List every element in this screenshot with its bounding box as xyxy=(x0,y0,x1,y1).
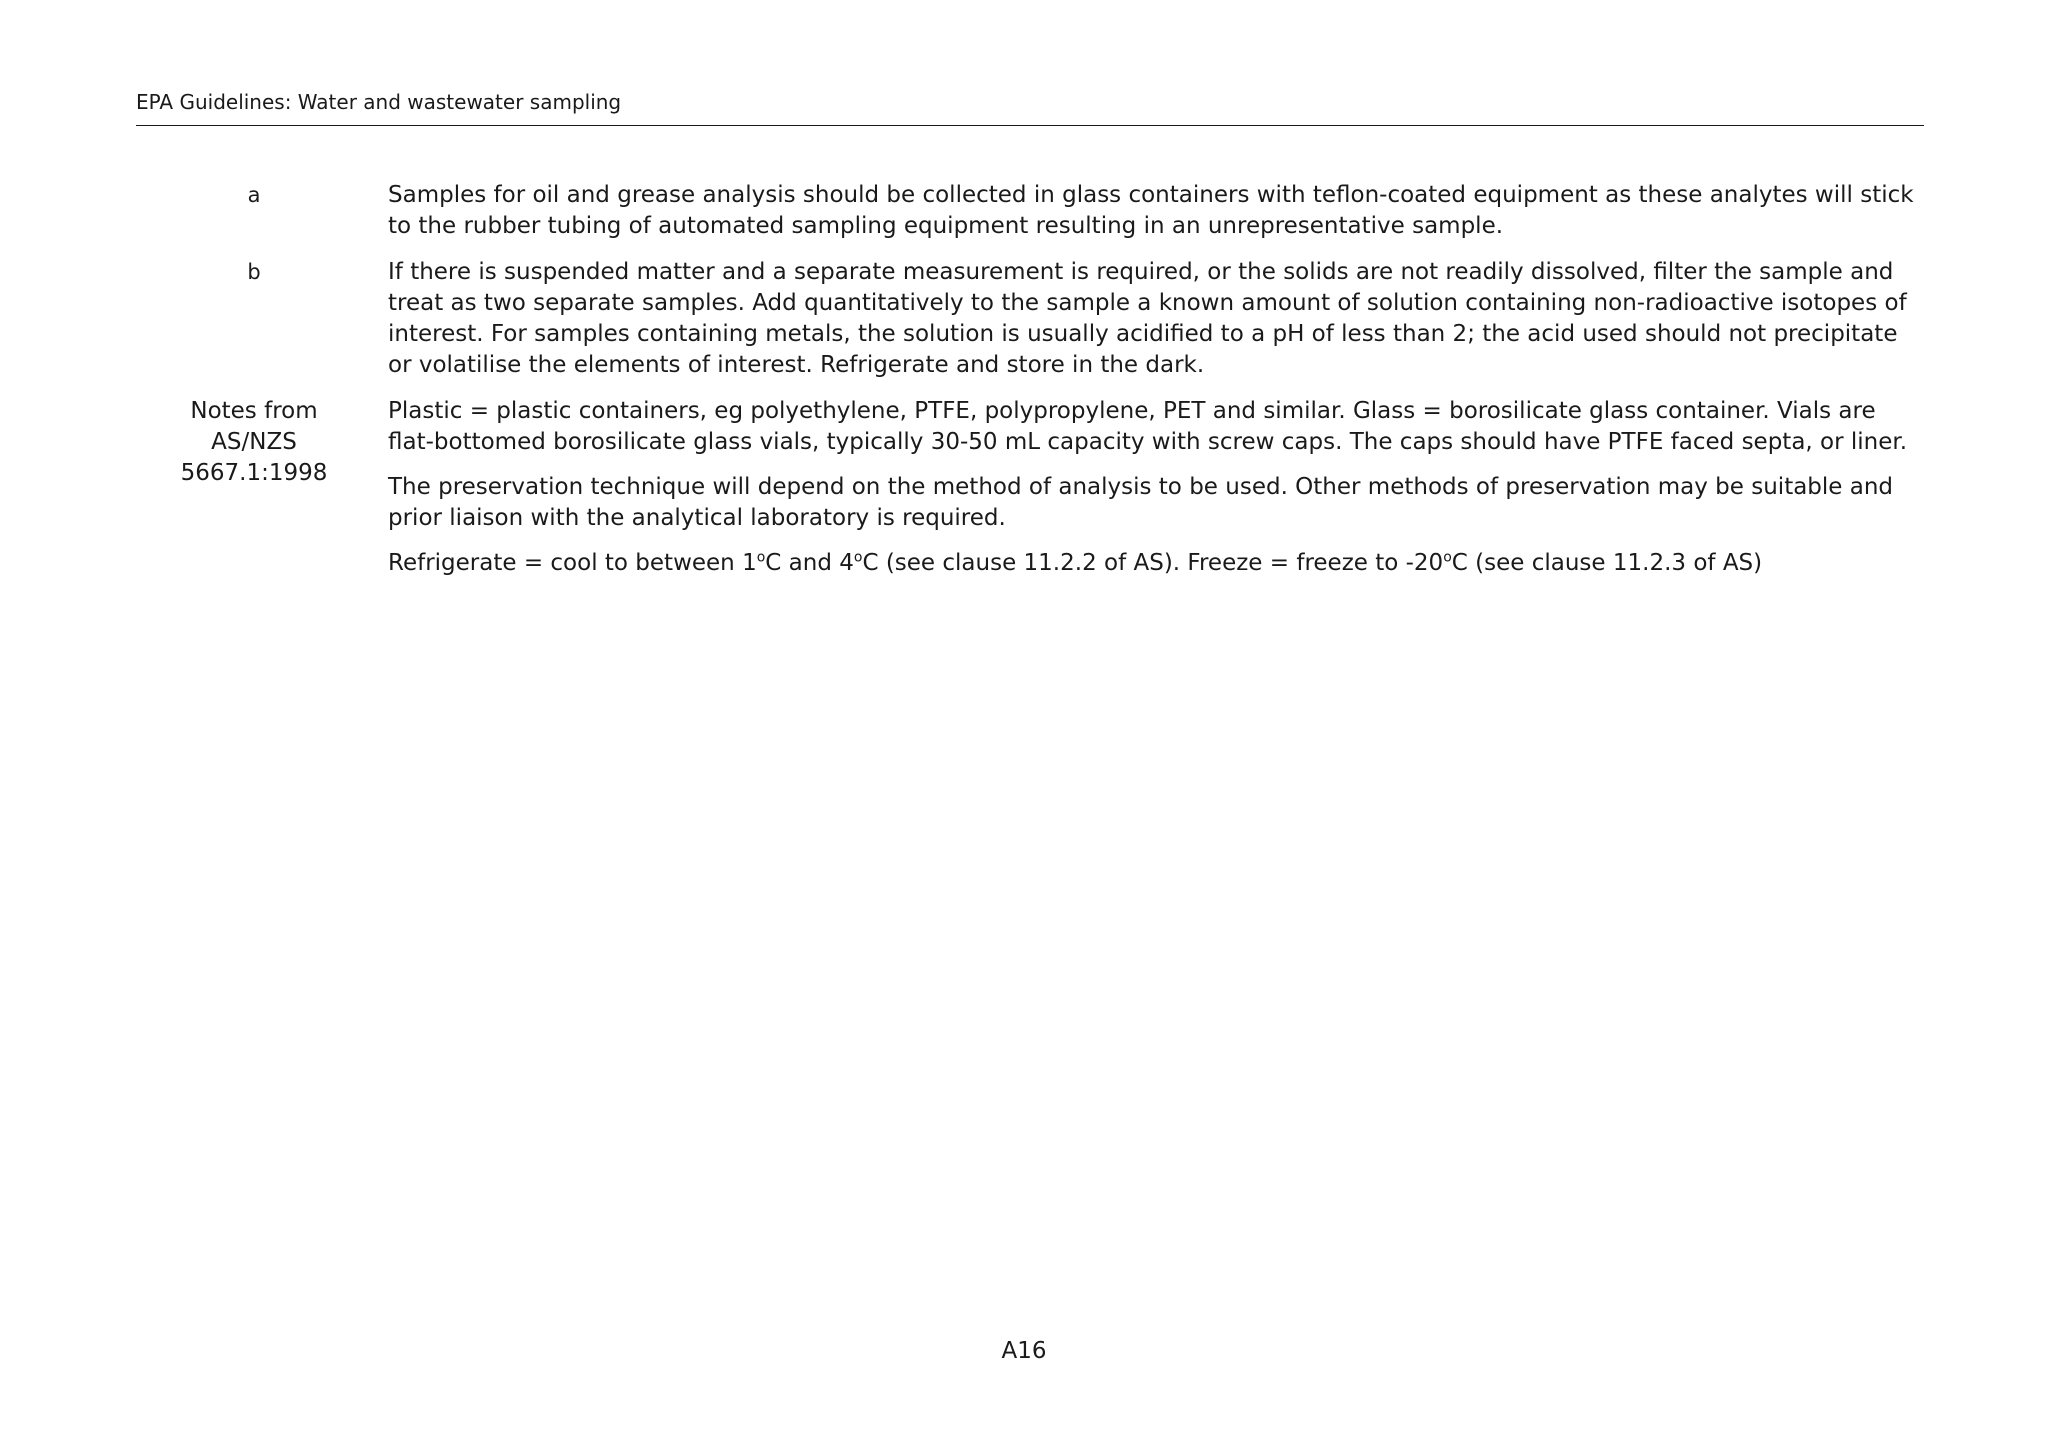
note-a-paragraph: Samples for oil and grease analysis should be collected in glass containers with teflon-coated equipment as these analytes will stick to the rubber tubing of automated sampling equipment resulting in an unrepresentative sample. xyxy=(388,182,1914,239)
note-b-paragraph: If there is suspended matter and a separate measurement is required, or the solids are not readily dissolved, filter the sample and treat as two separate samples. Add quantitatively to the sample a known amount of solution containing non-radioactive isotopes of interest. For samples containing metals, the solution is usually acidified to a pH of less than 2; the acid used should not precipitate or volatilise the elements of interest. Refrigerate and store in the dark. xyxy=(388,259,1907,378)
page-number: A16 xyxy=(1001,1338,1047,1364)
temperature-text-2: C and 4 xyxy=(765,550,854,576)
note-key-standard-line2: AS/NZS xyxy=(211,429,297,455)
note-row-standard xyxy=(136,396,1924,579)
note-text-standard xyxy=(372,396,1924,579)
note-text-b xyxy=(372,257,1924,381)
note-key-standard-line1: Notes from xyxy=(190,398,318,424)
notes-table xyxy=(136,180,1924,579)
temperature-text-3: C (see clause 11.2.2 of AS). Freeze = freeze to -20 xyxy=(862,550,1444,576)
degree-symbol-1: o xyxy=(756,549,766,566)
note-key-a: a xyxy=(247,183,261,207)
note-key-standard xyxy=(136,396,372,489)
header-divider xyxy=(136,125,1924,126)
note-key-standard-line3: 5667.1:1998 xyxy=(180,460,328,486)
running-header-title: EPA Guidelines: Water and wastewater sampling xyxy=(136,90,622,114)
degree-symbol-3: o xyxy=(1443,549,1452,566)
note-row-b xyxy=(136,257,1924,381)
note-key-b: b xyxy=(247,260,261,284)
note-row-a xyxy=(136,180,1924,242)
preservation-technique-paragraph: The preservation technique will depend on the method of analysis to be used. Other methods of preservation may be suitable and prior liaison with the analytical laboratory is required. xyxy=(388,474,1894,531)
container-types-paragraph: Plastic = plastic containers, eg polyethylene, PTFE, polypropylene, PET and similar. Glass = borosilicate glass container. Vials are flat-bottomed borosilicate glass vials, typically 30-50 mL capacity with screw caps. The caps should have PTFE faced septa, or liner. xyxy=(388,398,1908,455)
temperature-text-1: Refrigerate = cool to between 1 xyxy=(388,550,757,576)
temperature-definitions-paragraph xyxy=(388,548,1924,579)
note-text-a xyxy=(372,180,1924,242)
degree-symbol-2: o xyxy=(853,549,863,566)
temperature-text-4: C (see clause 11.2.3 of AS) xyxy=(1451,550,1763,576)
